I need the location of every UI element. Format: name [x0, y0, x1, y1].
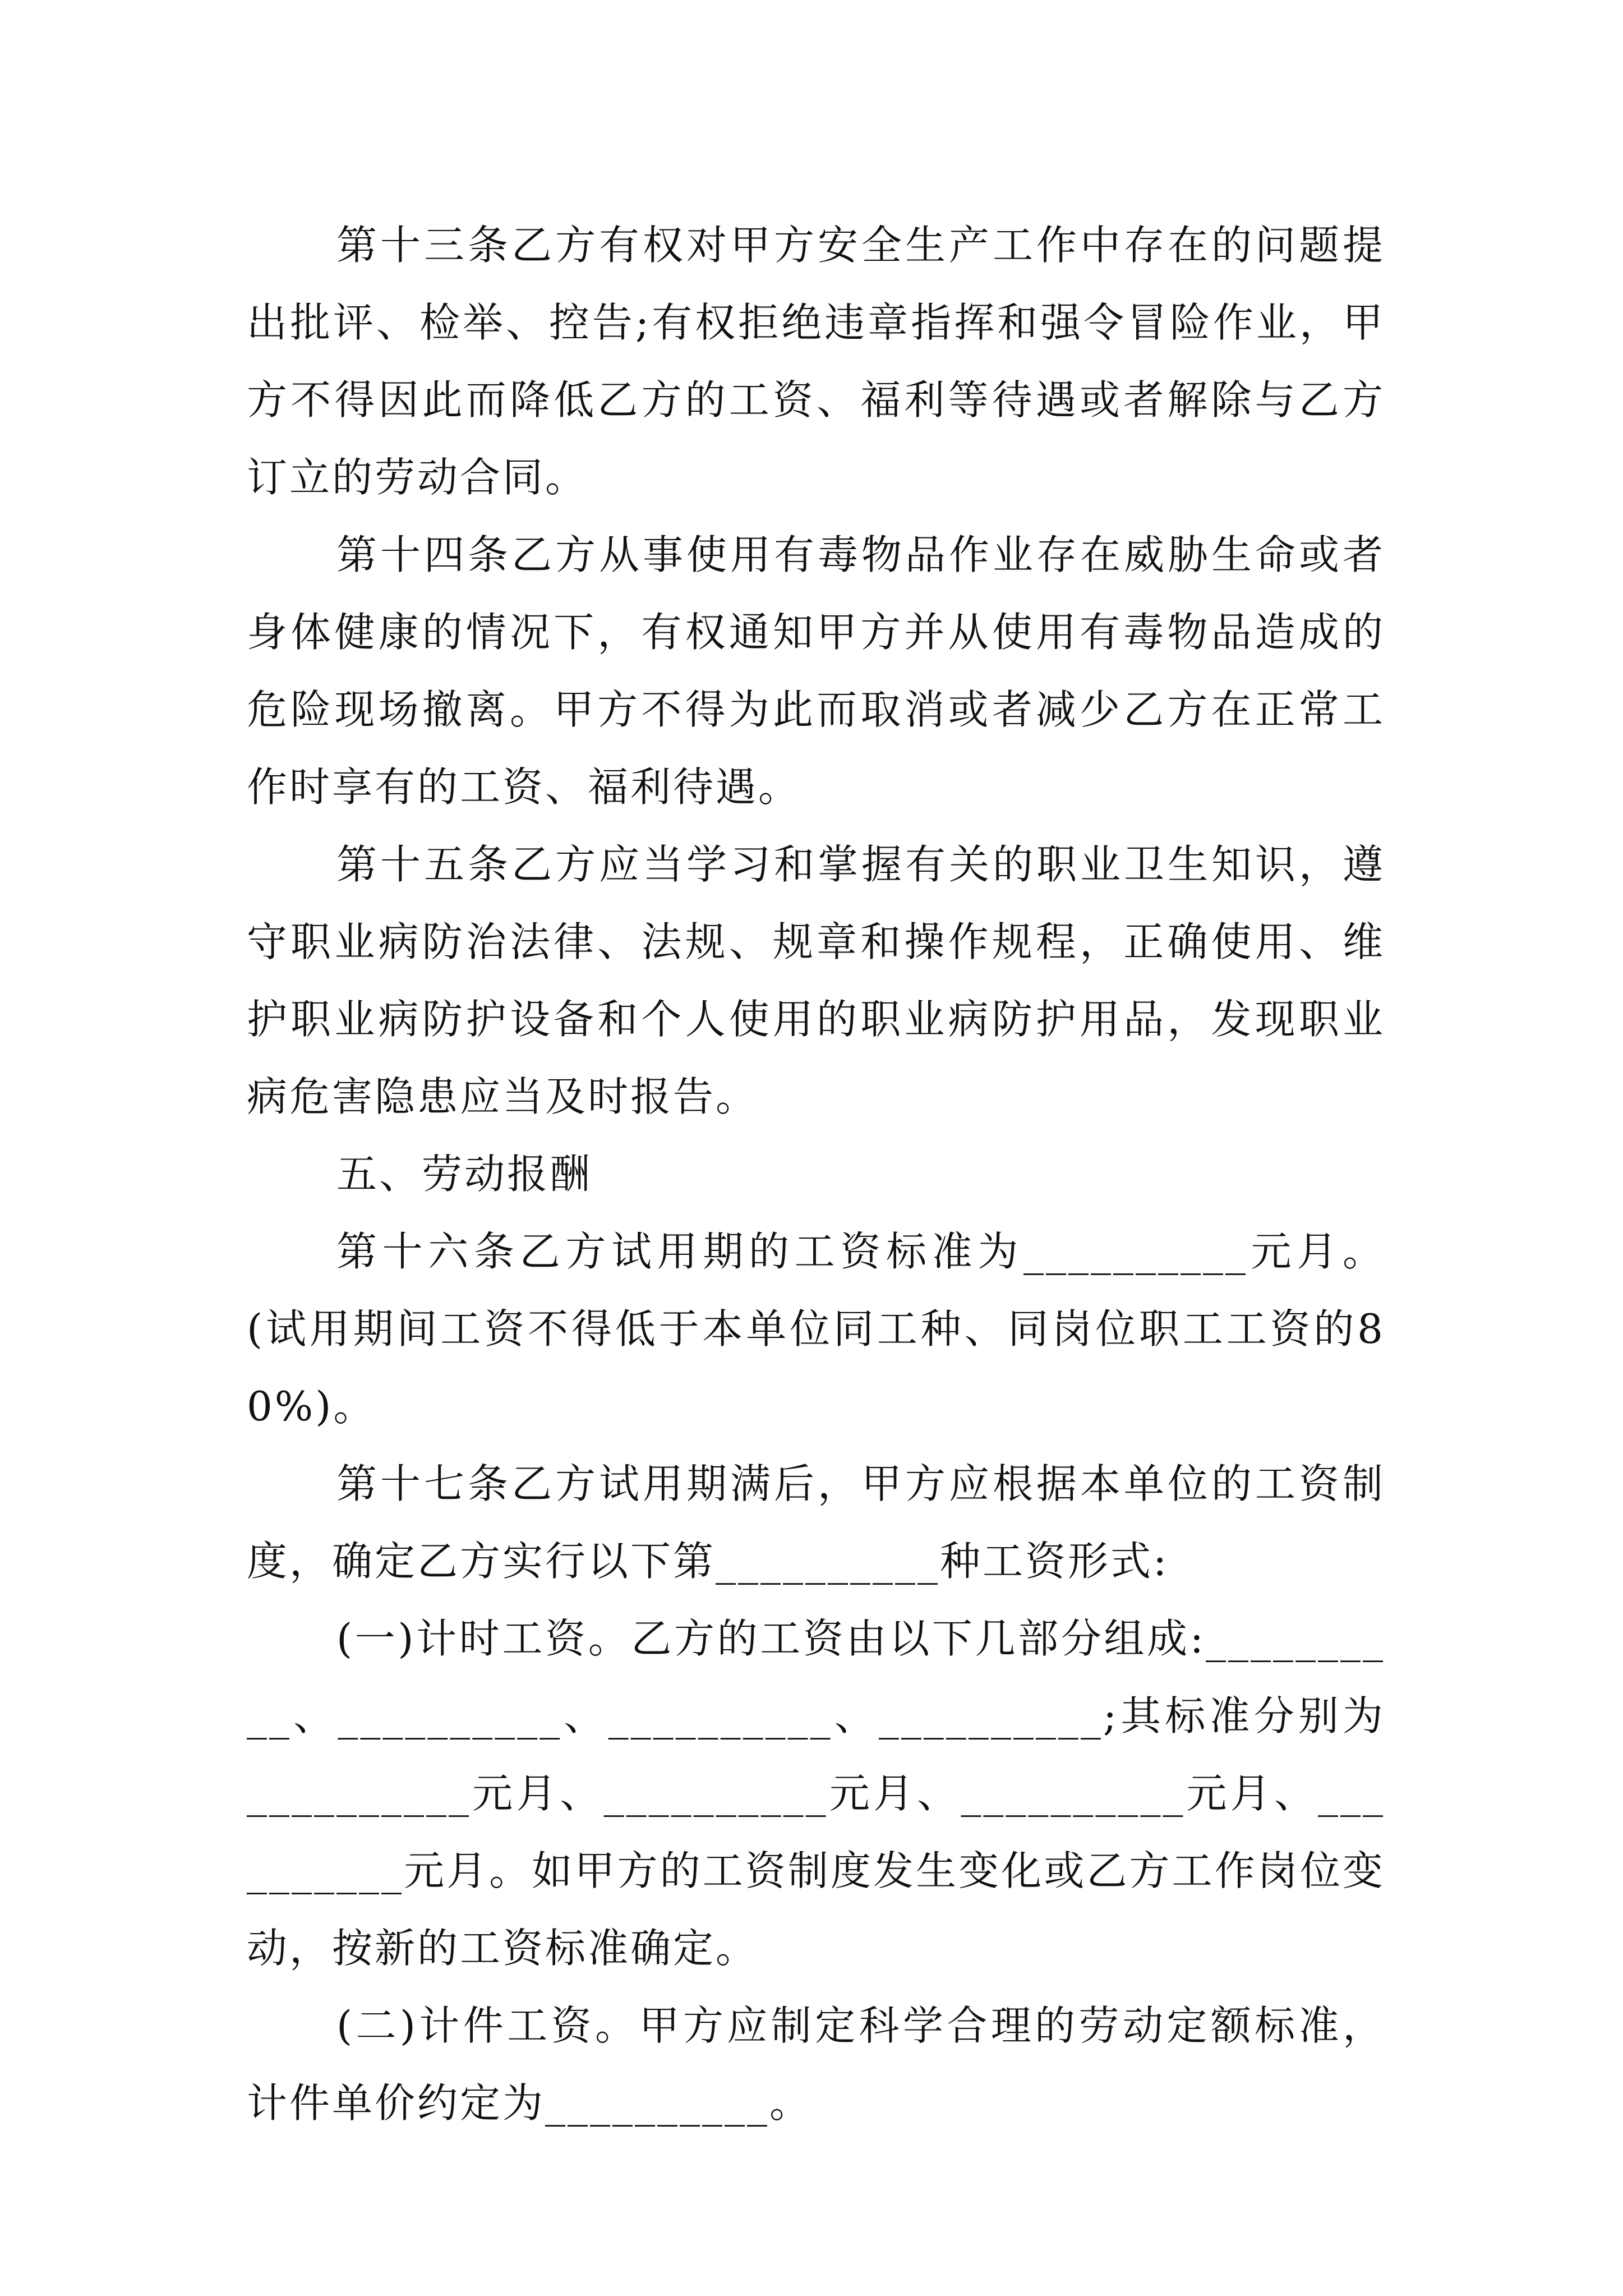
article-17-paragraph: 第十七条乙方试用期满后，甲方应根据本单位的工资制度，确定乙方实行以下第__________种工资形式: — [247, 1460, 1385, 1585]
time-wage-paragraph: (一)计时工资。乙方的工资由以下几部分组成:__________、__________、__________、__________;其标准分别为__________元月、__________元月、__________元月、__________元月。如甲方的工资制度发生变化或乙方工作岗位变动，按新的工资标准确定。 — [247, 1615, 1385, 1972]
section-heading-labor-pay: 五、劳动报酬 — [336, 1151, 593, 1198]
article-15-paragraph: 第十五条乙方应当学习和掌握有关的职业卫生知识，遵守职业病防治法律、法规、规章和操作规程，正确使用、维护职业病防护设备和个人使用的职业病防护用品，发现职业病危害隐患应当及时报告。 — [247, 841, 1385, 1120]
document-body — [247, 206, 1385, 2142]
article-14-paragraph: 第十四条乙方从事使用有毒物品作业存在威胁生命或者身体健康的情况下，有权通知甲方并从使用有毒物品造成的危险现场撤离。甲方不得为此而取消或者减少乙方在正常工作时享有的工资、福利待遇。 — [247, 531, 1385, 811]
article-16-paragraph: 第十六条乙方试用期的工资标准为__________元月。(试用期间工资不得低于本单位同工种、同岗位职工工资的80%)。 — [247, 1228, 1385, 1430]
article-13-paragraph: 第十三条乙方有权对甲方安全生产工作中存在的问题提出批评、检举、控告;有权拒绝违章指挥和强令冒险作业，甲方不得因此而降低乙方的工资、福利等待遇或者解除与乙方订立的劳动合同。 — [247, 222, 1385, 501]
piece-wage-paragraph: (二)计件工资。甲方应制定科学合理的劳动定额标准，计件单价约定为__________。 — [247, 2002, 1385, 2127]
